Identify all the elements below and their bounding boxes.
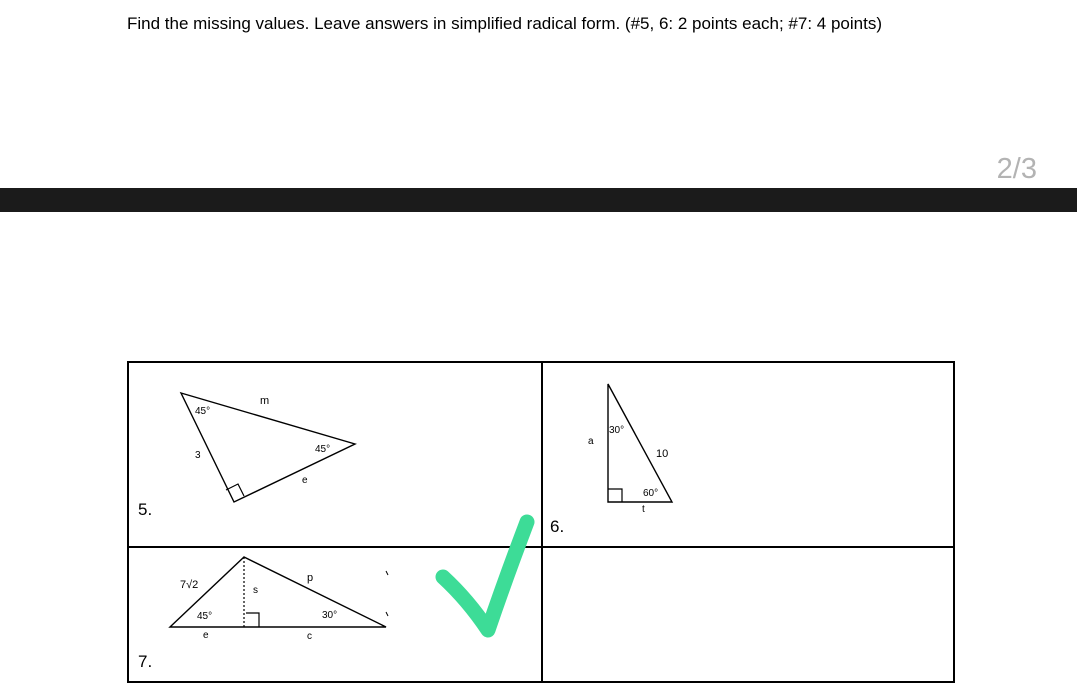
triangle-6-bottom-angle: 60° bbox=[643, 488, 659, 499]
triangle-6-top-angle: 30° bbox=[609, 425, 625, 436]
page-counter: 2/3 bbox=[996, 153, 1037, 185]
triangle-5-top-angle: 45° bbox=[195, 406, 211, 417]
instructions-text: Find the missing values. Leave answers in simplified radical form. (#5, 6: 2 points each; #7: 4 points) bbox=[127, 14, 882, 33]
problem-7-number: 7. bbox=[138, 652, 153, 671]
triangle-7-right-side-label: p bbox=[307, 572, 314, 584]
problem-5-number: 5. bbox=[138, 500, 153, 519]
triangle-5-left-leg-label: 3 bbox=[195, 450, 201, 461]
triangle-7-left-angle: 45° bbox=[197, 611, 213, 622]
check-mark-icon bbox=[443, 522, 527, 630]
triangle-5-bottom-leg-label: e bbox=[302, 475, 308, 486]
triangle-7-left-side-label: 7√2 bbox=[180, 579, 199, 591]
triangle-7-base-right-label: c bbox=[307, 631, 312, 642]
triangle-7 bbox=[170, 557, 388, 642]
triangle-5-right-angle: 45° bbox=[315, 444, 331, 455]
problem-6-number: 6. bbox=[550, 517, 565, 536]
triangle-6 bbox=[588, 384, 672, 515]
triangle-6-left-leg-label: a bbox=[588, 436, 594, 447]
triangle-5 bbox=[181, 393, 355, 502]
triangle-7-base-left-label: e bbox=[203, 630, 209, 641]
triangle-6-hypotenuse-label: 10 bbox=[656, 448, 669, 460]
triangle-7-altitude-label: s bbox=[253, 585, 258, 596]
triangle-6-bottom-leg-label: t bbox=[642, 504, 645, 515]
triangle-5-hypotenuse-label: m bbox=[260, 395, 270, 407]
triangle-7-right-angle: 30° bbox=[322, 610, 338, 621]
